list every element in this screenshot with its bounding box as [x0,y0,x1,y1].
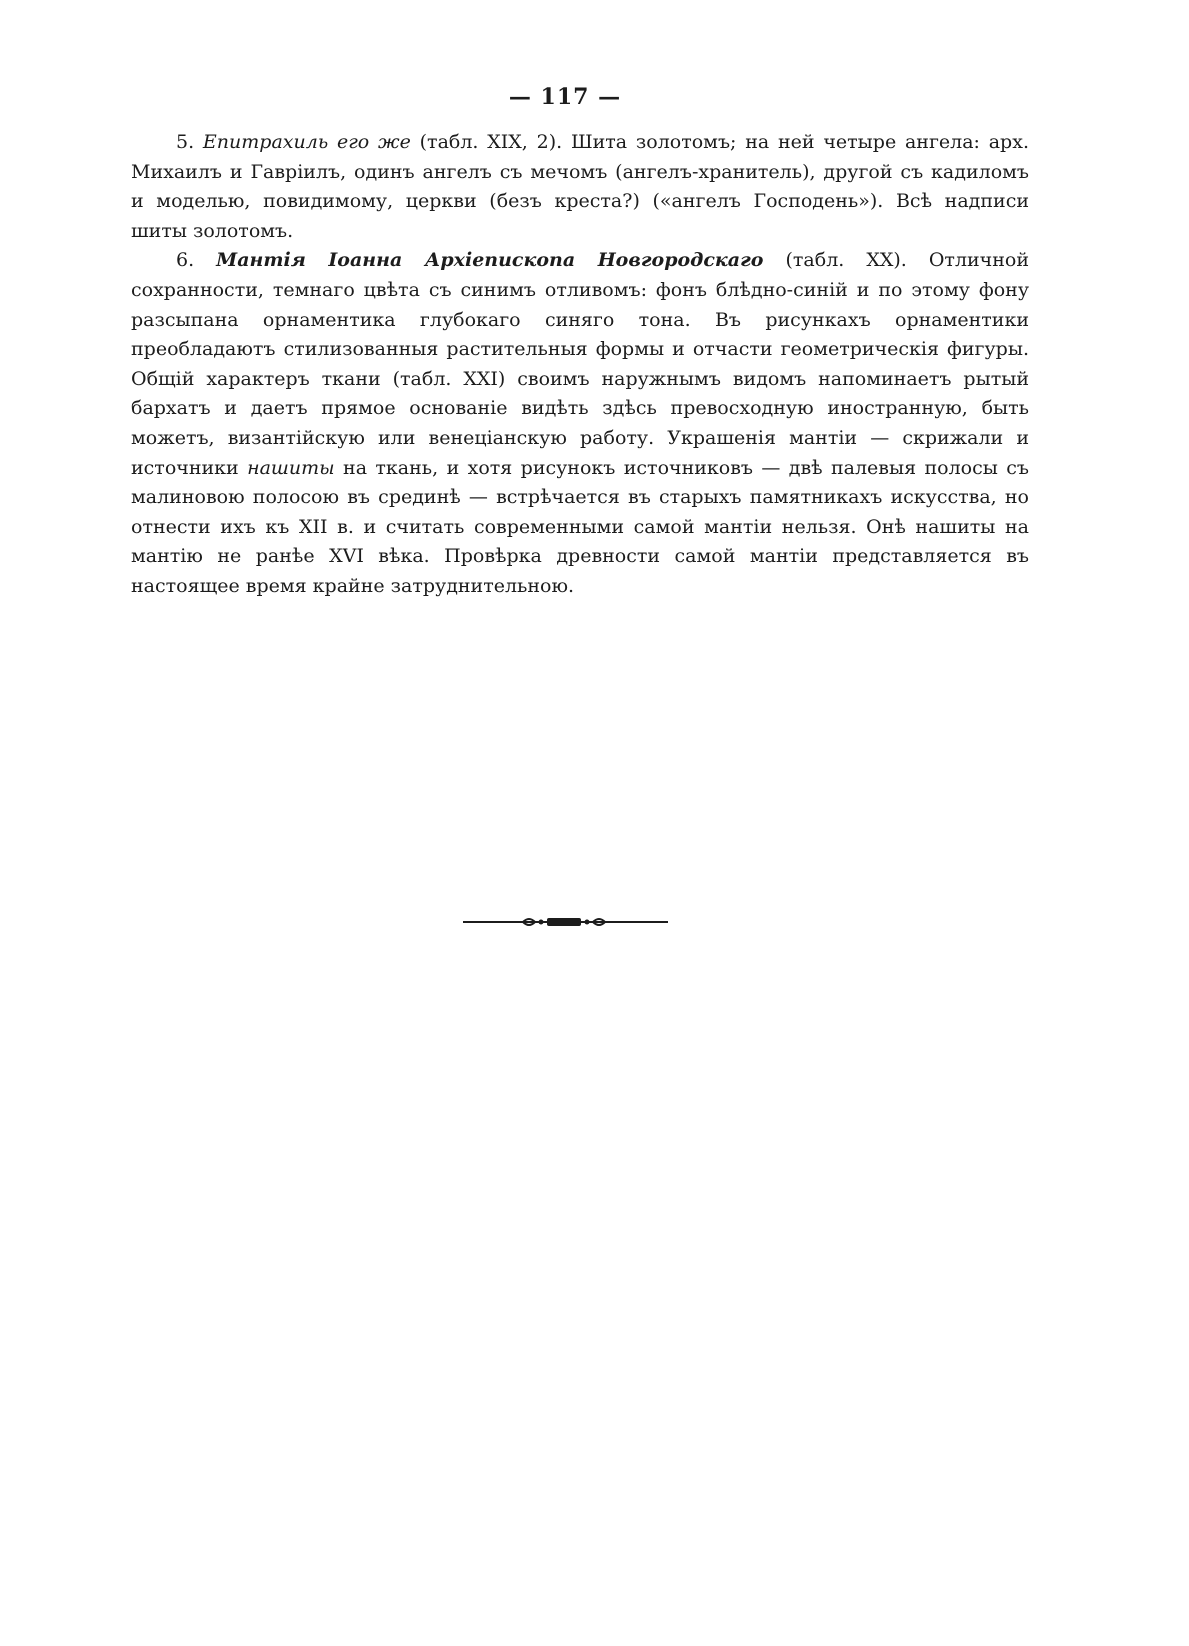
paragraph-6 [131,246,1029,601]
body-text [131,128,1029,602]
paragraph-6-italic-word: нашиты [247,456,335,479]
paragraph-6-text-part-1: Отличной сохранности, темнаго цвѣта съ синимъ отливомъ: фонъ блѣдно-синій и по этому фону разсыпана орнаментика глубокаго синяго тона. Въ рисункахъ орнаментики преобладаютъ стилизованныя растительныя формы и отчасти геометрическія фигуры. Общій характеръ ткани (табл. XXI) своимъ наружнымъ видомъ напоминаетъ рытый бархатъ и даетъ прямое основаніе видѣть здѣсь превосходную иностранную, быть можетъ, византійскую или венеціанскую работу. Украшенія мантіи — скрижали и источники [131,249,1030,479]
paragraph-5-text: Шита золотомъ; на ней четыре ангела: арх. Михаилъ и Гавріилъ, одинъ ангелъ съ мечомъ (ангелъ-хранитель), другой съ кадиломъ и моделью, повидимому, церкви (безъ креста?) («ангелъ Господень»). Всѣ надписи шиты золотомъ. [131,131,1029,242]
paragraph-5-reference: (табл. XIX, 2). [419,131,563,153]
paragraph-6-number: 6. [176,249,195,272]
paragraph-5 [131,128,1029,246]
paragraph-6-title: Мантія Іоанна Архіепископа Новгородскаго [216,249,764,272]
paragraph-5-number: 5. [176,131,195,153]
paragraph-6-reference: (табл. XX). [785,249,907,272]
paragraph-5-title: Епитрахиль его же [202,131,411,153]
page-number: — 117 — [508,84,622,110]
tailpiece-ornament-icon [463,913,668,931]
paragraph-6-text-part-2: на ткань, и хотя рисунокъ источниковъ — двѣ палевыя полосы съ малиновою полосою въ срединѣ — встрѣчается въ старыхъ памятникахъ искусства, но отнести ихъ къ XII в. и считать современными самой мантіи нельзя. Онѣ нашиты на мантію не ранѣе XVI вѣка. Провѣрка древности самой мантіи представляется въ настоящее время крайне затруднительною. [131,456,1029,597]
